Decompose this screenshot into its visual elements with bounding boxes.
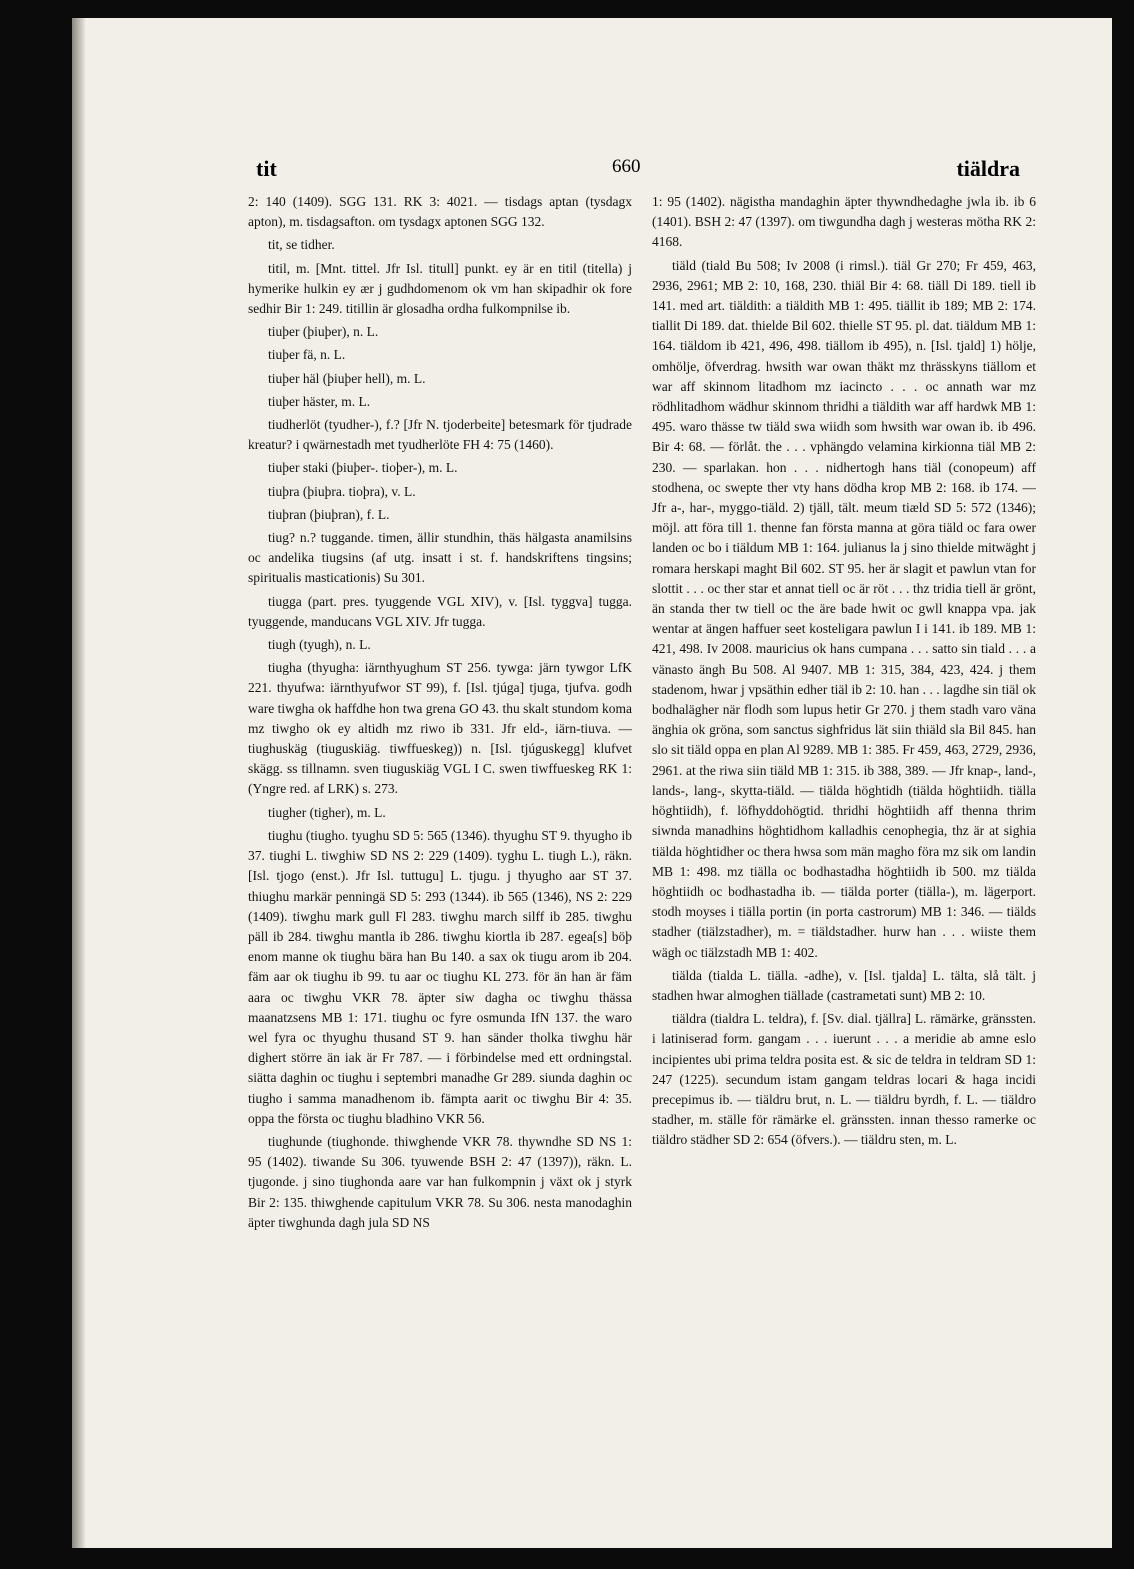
entry-paragraph: tiudherlöt (tyudher-), f.? [Jfr N. tjoderbeite] betesmark för tjudrade kreatur? i qwärnestadh met tyudherlöte FH 4: 75 (1460). — [248, 417, 632, 453]
page-number: 660 — [612, 156, 641, 177]
entry-paragraph: tiughu (tiugho. tyughu SD 5: 565 (1346). thyughu ST 9. thyugho ib 37. tiughi L. tiwghiw SD NS 2: 229 (1409). tyghu L. tiugh L.), räkn. [Isl. tjogo (enst.). Jfr Isl. tuttugu] L. tjugu. j thyugho aar ST 37. thiughu markär penningä SD 5: 293 (1344). ib 565 (1346), NS 2: 229 (1409). tiwghu mark gull Fl 283. tiwghu march silff ib 285. tiwghu päll ib 284. tiwghu mantla ib 286. tiwghu kiortla ib 287. egea[s] böþ enom manne ok tiughu bära han Bu 140. a sax ok tiugu arom ib 204. fäm aar ok tiughu ib 99. tu aar oc tiughu KL 273. för än han är fäm aara oc tiwghu VKR 78. äpter siw dagha oc tiwghu thässa maanatzsens MB 1: 171. tiughu oc fyre osmunda IfN 137. the waro wel fyra oc thyughu thusand ST 9. han sänder tholka tiwghu här dighert större än iak är Fr 787. — i förbindelse med ett ordningstal. siätta daghin oc tiughu i septembri manadhe Gr 289. siunda daghin oc tiugho i samma manadhenom ib. fämpta aarit oc tiwghu Bir 4: 35. oppa the första oc tiughu bladhino VKR 56. — [248, 827, 632, 1126]
right-column — [652, 192, 1036, 1412]
entry-paragraph: tiughunde (tiughonde. thiwghende VKR 78. thywndhe SD NS 1: 95 (1402). tiwande Su 306. tyuwende BSH 2: 47 (1397)), räkn. L. tjugonde. j sino tiughonda aare var han fulkompnin j växt ok j styrk Bir 2: 135. thiwghende capitulum VKR 78. Su 306. nesta manodaghin äpter tiwghunda dagh jula SD NS — [248, 1133, 632, 1230]
entry-paragraph: titil, m. [Mnt. tittel. Jfr Isl. titull] punkt. ey är en titil (titella) j hymerike hulkin ey ær j gudhdomenom ok vm han skipadhir ok fore sedhir Bir 1: 249. titillin är glosadha ordha fulkompnilse ib. — [248, 260, 632, 317]
right-guide-word: tiäldra — [956, 156, 1020, 181]
entry-paragraph: tiugh (tyugh), n. L. — [268, 637, 371, 653]
entry-paragraph: tiäld (tiald Bu 508; Iv 2008 (i rimsl.). tiäl Gr 270; Fr 459, 463, 2936, 2961; MB 2: 10, 168, 230. thiäl Bir 4: 68. tiäll Di 189. tiell ib 141. med art. tiäldith: a tiäldith MB 1: 495. tiällit ib 189; MB 2: 174. tiallit Di 189. dat. thielde Bil 602. thielle ST 95. pl. dat. tiäldum MB 1: 164. tiäldom ib 421, 496, 498. tiällom ib 495), n. [Isl. tjald] 1) hölje, omhölje, öfverdrag. hwsith war owan thäkt mz thrässkyns tiällom et war aff skinnom litadhom mz iacincto . . . oc annath war mz rödhlitadhom wädhur skinnom thridhi a tiäldith war aff hardwk MB 1: 495. waro thässe tw tiäld swa wiidh som hwsith war owan ib. ib 496. Bir 4: 68. — förlåt. the . . . vphängdo velamina kirkionna tiäl MB 2: 230. — sparlakan. hon . . . nidhertogh hans tiäl (conopeum) aff stodhena, oc swepte ther vty hans dödha krop MB 2: 168. ib 174. — Jfr a-, har-, myggo-tiäld. 2) tjäll, tält. meum tiæld SD 5: 572 (1346); möjl. att föra till 1. thenne fan första manna at göra tiäld oc fara ower landen oc bo i tiäldum MB 1: 164. julianus la j sino thielde mitwäght j romara herskapi maght Bil 602. ST 95. her är slagit et pawlun vtan for slottit . . . oc ther star et annat tiell oc är röt . . . thz tridia tiell är grönt, än standa ther tw tiell oc the äre bade hwit oc gwll knappa vpa. jak wentar at ängen haffuer seet kosteligara pawlun I i 141. ib 189. MB 1: 421, 498. Iv 2008. mauricius ok hans cumpana . . . satto sin tiald . . . a vänasto ängh Bu 508. Al 9407. MB 1: 315, 384, 423, 424. j them stadenom, hwar j vpsäthin edher tiäl ib 2: 10. han . . . lagdhe sin tiäl ok bodhalägher när flodh som lupus hetir Gr 270. j them stadh varo väna änghia ok gröna, som sanctus sighfridus lät siin thiäld sla Bil 845. han slo sit tiäld oppa en plan Al 9289. MB 1: 385. Fr 459, 463, 2729, 2936, 2961. at the riwa siin tiäld MB 1: 315. ib 388, 389. — Jfr knap-, land-, lands-, lang-, skytta-tiäld. — tiälda höghtidh (tiälda höghtiidh. tiälla höghtiidh), f. löfhyddohögtid. thridhi höghtiidh aff thenna thrim siwnda manadhins höghtidhom kalladhis cenophegia, thz är at sighia tiälda höghtidher oc thera hwsa som män magho föra mz sik om landin MB 1: 498. mz tiälla oc bodhastadha höghtiidh ib 500. mz tiälda höghtiidh oc bodhastadha ib. — tiälda porter (tiälla-), m. lägerport. stodh moyses i tiälla portin (in porta castrorum) MB 1: 346. — tiälds stadher (tiälzstadher), m. = tiäldstadher. hurw han . . . wiiste them wägh oc tiälzstadh MB 1: 402. — [652, 257, 1036, 960]
entry-paragraph: tiälda (tialda L. tiälla. -adhe), v. [Isl. tjalda] L. tälta, slå tält. j stadhen hwar almoghen tiällade (castrametati sunt) MB 2: 10. — [652, 967, 1036, 1003]
entry-paragraph: tiugher (tigher), m. L. — [268, 804, 386, 820]
entry-paragraph: tiuþer staki (þiuþer-. tioþer-), m. L. — [268, 460, 458, 476]
scanned-page — [72, 18, 1112, 1548]
entry-paragraph: tiugga (part. pres. tyuggende VGL XIV), v. [Isl. tyggva] tugga. tyuggende, manducans VGL XIV. Jfr tugga. — [248, 593, 632, 629]
entry-paragraph: tiuþran (þiuþran), f. L. — [268, 506, 390, 522]
entry-paragraph: tiuþer häl (þiuþer hell), m. L. — [268, 370, 426, 386]
entry-paragraph: tiuþra (þiuþra. tioþra), v. L. — [268, 483, 416, 499]
entry-paragraph: tiuþer häster, m. L. — [268, 393, 371, 409]
left-column — [248, 192, 632, 1412]
entry-paragraph: tiuþer fä, n. L. — [268, 347, 346, 363]
entry-paragraph: tiug? n.? tuggande. timen, ällir stundhin, thäs hälgasta anamilsins oc andelika tiugsins (af utg. insatt i st. f. handskriftens tingsins; spiritualis masticationis) Su 301. — [248, 530, 632, 586]
left-guide-word: tit — [256, 156, 277, 181]
entry-paragraph: 1: 95 (1402). nägistha mandaghin äpter thywndhedaghe jwla ib. ib 6 (1401). BSH 2: 47 (1397). om tiwgundha dagh j westeras mötha RK 2: 4168. — [652, 194, 1036, 250]
entry-paragraph: tit, se tidher. — [268, 237, 335, 253]
entry-paragraph: tiuþer (þiuþer), n. L. — [268, 324, 379, 340]
entry-paragraph: 2: 140 (1409). SGG 131. RK 3: 4021. — tisdags aptan (tysdagx apton), m. tisdagsafton. om tysdagx aptonen SGG 132. — [248, 194, 632, 230]
entry-paragraph: tiugha (thyugha: iärnthyughum ST 256. tywga: järn tywgor LfK 221. thyufwa: iärnthyufwor ST 99), f. [Isl. tjúga] tjuga, tjufva. godh ware tiwgha ok haffdhe hon twa grena GO 43. thu skalt stundom koma mz tiwgho ok ey altidh mz riwo ib 331. Jfr eld-, iärn-tiuva. — tiughuskäg (tiuguskiäg. tiwffueskeg)) n. [Isl. tjúguskegg] klufvet skägg. ss tillnamn. sven tiuguskiäg VGL I C. swen tiwffueskeg RK 1: (Yngre red. af LRK) s. 273. — [248, 660, 632, 797]
running-header — [256, 146, 1020, 180]
page-binding-edge — [72, 18, 86, 1548]
entry-paragraph: tiäldra (tialdra L. teldra), f. [Sv. dial. tjällra] L. rämärke, gränssten. i latiniserad form. gangam . . . iuerunt . . . a meridie ab amne eslo incipientes ubi prima teldra posita est. & sic de teldra in teldram SD 1: 247 (1225). secundum istam gangam teldras locari & haga incidi precepimus ib. — tiäldru brut, n. L. — tiäldru byrdh, f. L. — tiäldro stadher, m. ställe för rämärke el. gränssten. innan thesso ramerke oc tiäldro städher SD 2: 654 (öfvers.). — tiäldru sten, m. L. — [652, 1011, 1036, 1148]
